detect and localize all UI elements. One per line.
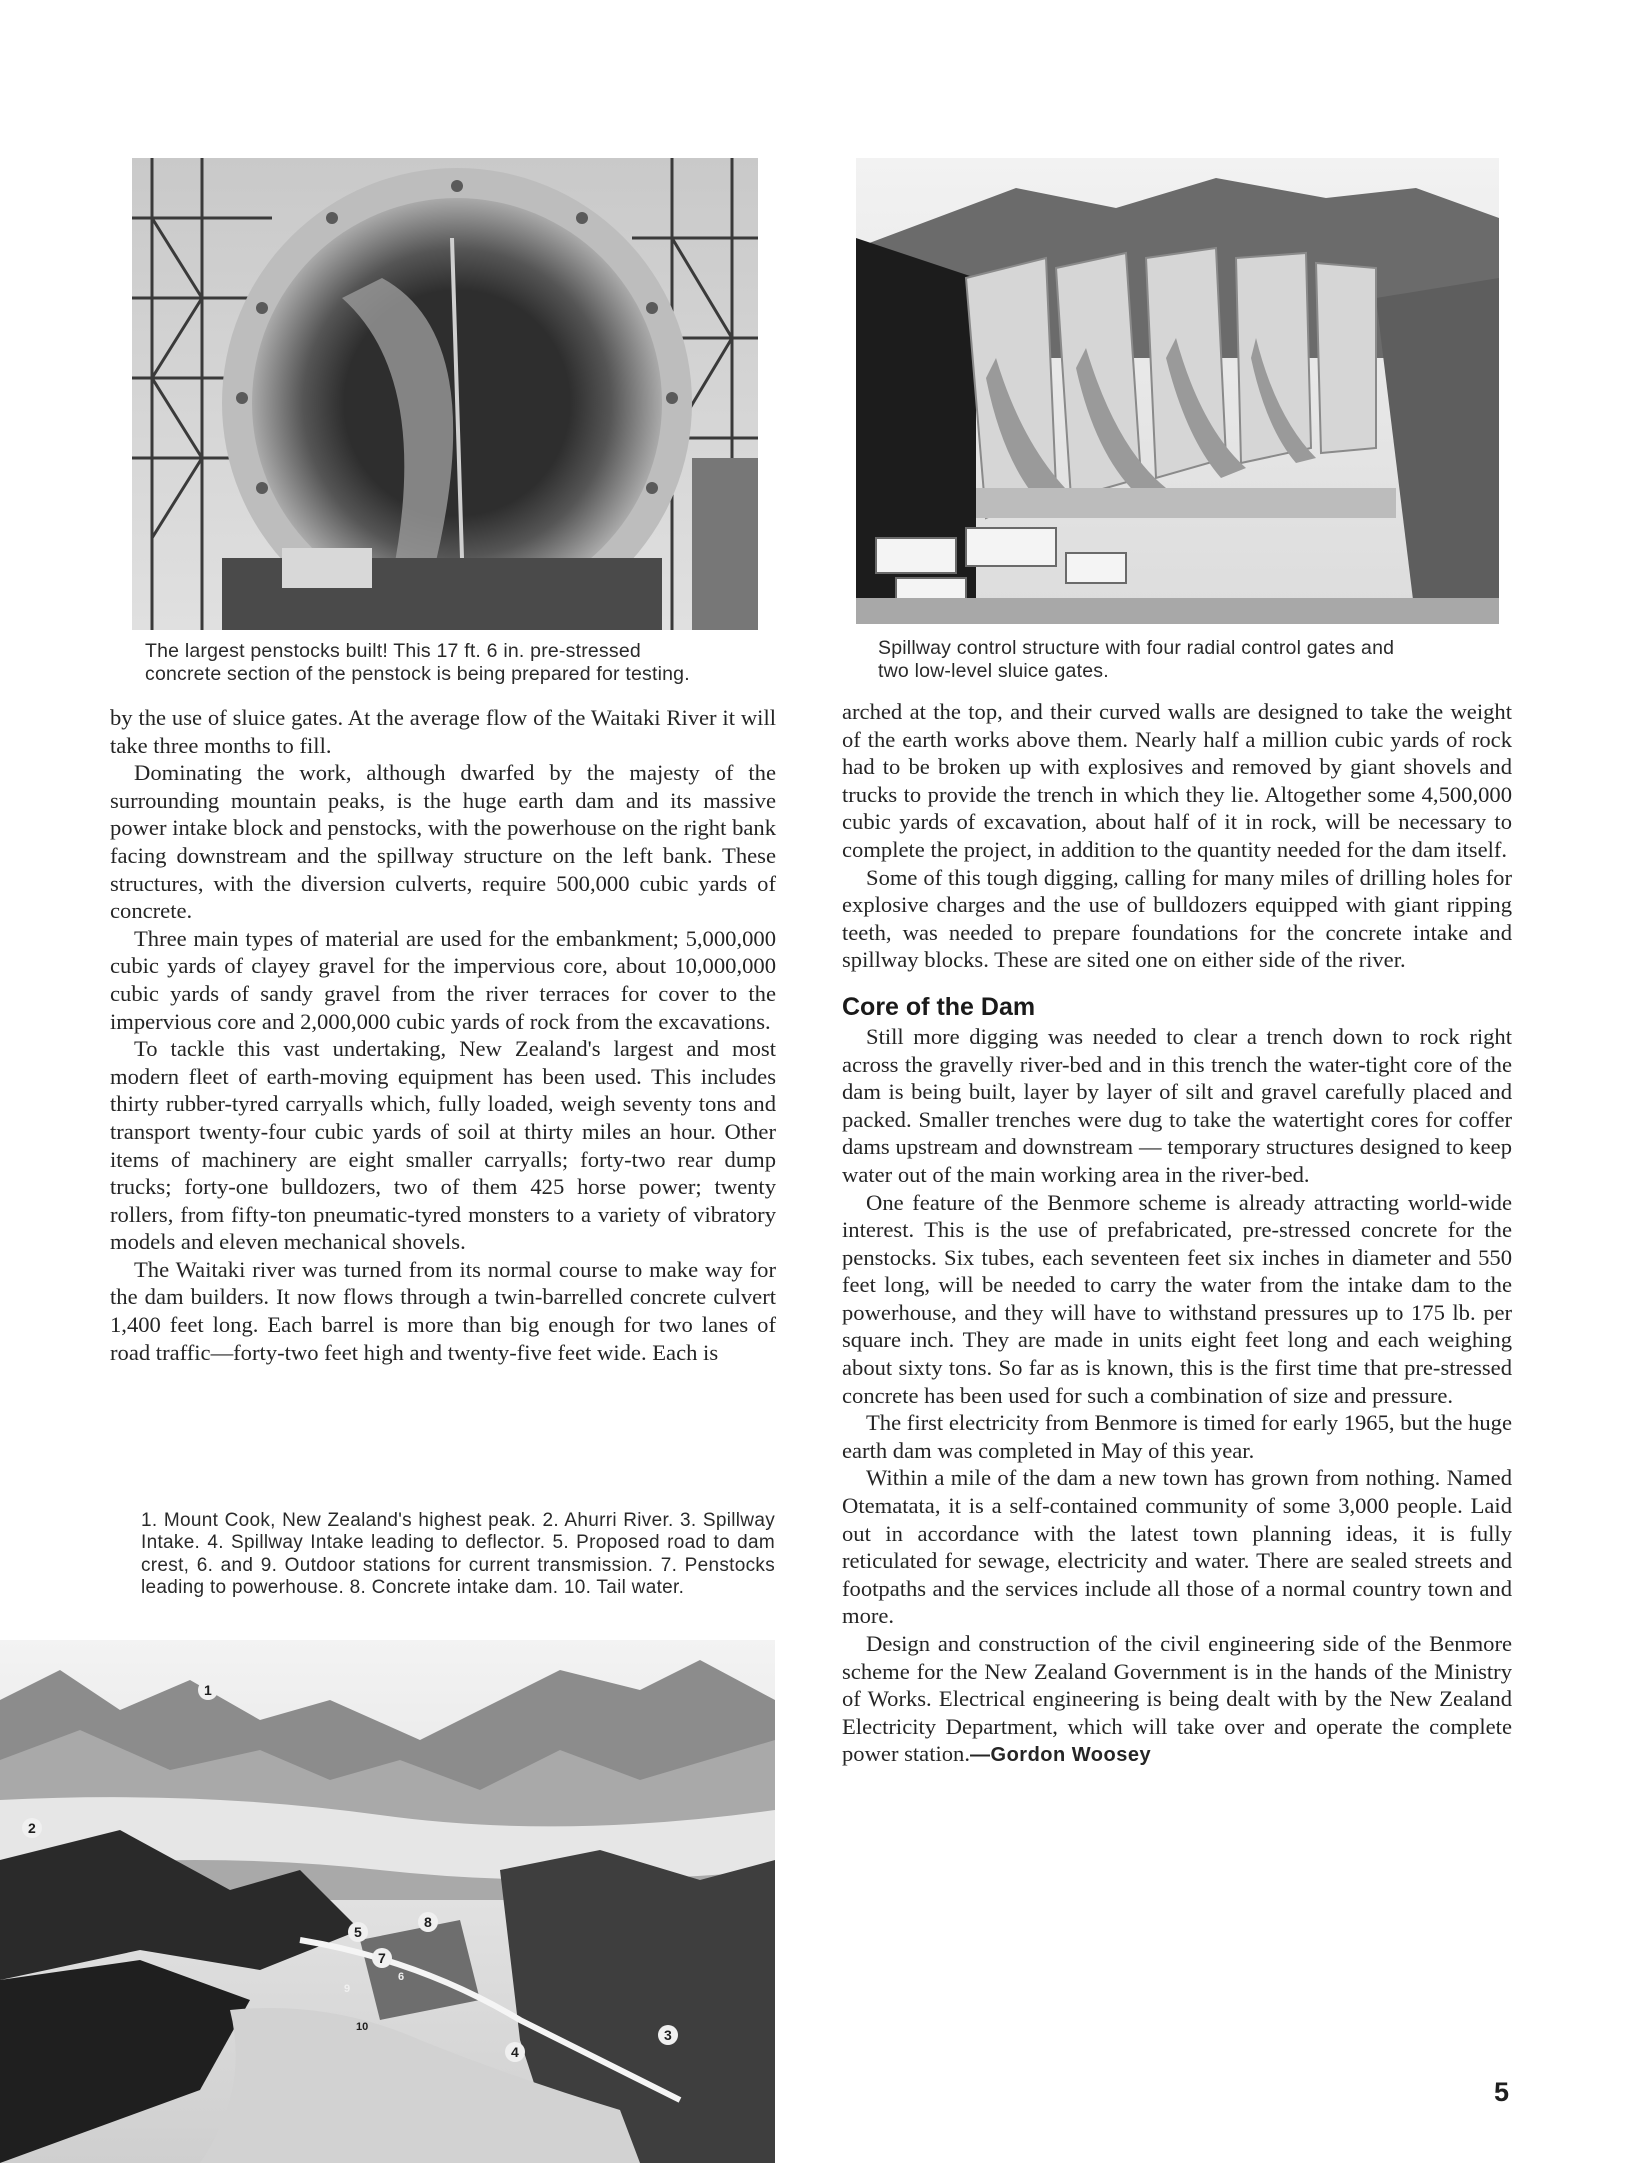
aerial-marker: 7 xyxy=(378,1950,386,1966)
body-paragraph: Dominating the work, although dwarfed by the majesty of the surrounding mountain peaks, is the huge earth dam and its massive power intake block and penstocks, with the powerhouse on the right bank facing downstream and the spillway structure on the left bank. These structures, with the diversion culverts, require 500,000 cubic yards of concrete. xyxy=(110,760,776,924)
map-legend-text: 1. Mount Cook, New Zealand's highest peak. 2. Ahurri River. 3. Spillway Intake. 4. Spillway Intake leading to deflector. 5. Proposed road to dam crest, 6. and 9. Outdoor stations for current transmission. 7. Penstocks leading to powerhouse. 8. Concrete intake dam. 10. Tail water. xyxy=(141,1510,775,1599)
caption-line: Spillway control structure with four radial control gates and xyxy=(878,637,1395,659)
body-paragraph: To tackle this vast undertaking, New Zealand's largest and most modern fleet of earth-moving equipment has been used. This includes thirty rubber-tyred carryalls which, fully loaded, weigh seventy tons and transport twenty-four cubic yards of soil at thirty miles an hour. Other items of machinery are eight smaller carryalls; forty-two rear dump trucks; forty-one bulldozers, two of them 425 horse power; twenty rollers, from fifty-ton pneumatic-tyred monsters to a variety of vibratory models and eleven mechanical shovels. xyxy=(110,1036,776,1255)
aerial-marker: 4 xyxy=(511,2044,519,2060)
aerial-marker: 10 xyxy=(356,2021,369,2033)
aerial-photo xyxy=(0,1640,775,2163)
body-paragraph: The Waitaki river was turned from its normal course to make way for the dam builders. It now flows through a twin-barrelled concrete culvert 1,400 feet long. Each barrel is more than big enough for two lanes of road traffic—forty-two feet high and twenty-five feet wide. Each is xyxy=(110,1256,776,1365)
aerial-photo-image xyxy=(0,1640,775,2163)
section-heading: Core of the Dam xyxy=(842,992,1036,1021)
body-paragraph: by the use of sluice gates. At the average flow of the Waitaki River it will take three months to fill. xyxy=(110,705,776,758)
body-paragraph: Three main types of material are used for the embankment; 5,000,000 cubic yards of clayey gravel for the impervious core, about 10,000,000 cubic yards of sandy gravel from the river terraces for cover to the impervious core and 2,000,000 cubic yards of rock from the excavations. xyxy=(110,925,776,1034)
caption-line: concrete section of the penstock is being prepared for testing. xyxy=(145,663,690,685)
body-paragraph: Some of this tough digging, calling for many miles of drilling holes for explosive charges and the use of bulldozers equipped with giant ripping teeth, was needed to prepare foundations for the concrete intake and spillway blocks. These are sited one on either side of the river. xyxy=(842,864,1512,973)
aerial-marker: 5 xyxy=(354,1924,362,1940)
caption-line: two low-level sluice gates. xyxy=(878,660,1109,682)
spillway-photo-image xyxy=(856,158,1499,624)
body-paragraph: One feature of the Benmore scheme is already attracting world-wide interest. This is the use of prefabricated, pre-stressed concrete for the penstocks. Six tubes, each seventeen feet six inches in diameter and 550 feet long, will be needed to carry the water from the intake dam to the powerhouse, and they will have to withstand pressures up to 175 lb. per square inch. They are made in units eight feet long and each weighing about sixty tons. So far as is known, this is the first time that pre-stressed concrete has been used for such a combination of size and pressure. xyxy=(842,1189,1512,1408)
aerial-marker: 3 xyxy=(664,2027,672,2043)
left-column xyxy=(110,704,776,1366)
aerial-marker: 6 xyxy=(398,1971,405,1983)
penstock-photo-image xyxy=(132,158,758,630)
right-column xyxy=(842,698,1512,1770)
map-legend xyxy=(141,1510,775,1600)
penstock-caption xyxy=(145,640,775,686)
body-paragraph xyxy=(842,1630,1512,1770)
aerial-marker: 1 xyxy=(204,1682,212,1698)
body-paragraph: The first electricity from Benmore is timed for early 1965, but the huge earth dam was completed in May of this year. xyxy=(842,1410,1512,1463)
spillway-caption xyxy=(878,637,1518,683)
page-number: 5 xyxy=(1494,2077,1510,2107)
author-signature: —Gordon Woosey xyxy=(970,1744,1152,1767)
caption-line: The largest penstocks built! This 17 ft. 6 in. pre-stressed xyxy=(145,640,641,662)
final-paragraph-text: Design and construction of the civil engineering side of the Benmore scheme for the New Zealand Government is in the hands of the Ministry of Works. Electrical engineering is being dealt with by the New Zealand Electricity Department, which will take over and operate the complete power station. xyxy=(842,1631,1512,1767)
aerial-marker: 2 xyxy=(28,1820,36,1836)
aerial-marker: 9 xyxy=(344,1983,351,1995)
spillway-photo xyxy=(856,158,1499,624)
penstock-photo xyxy=(132,158,758,630)
body-paragraph: Still more digging was needed to clear a trench down to rock right across the gravelly river-bed and in this trench the water-tight core of the dam is being built, layer by layer of silt and gravel carefully placed and packed. Smaller trenches were dug to take the watertight cores for coffer dams upstream and downstream — temporary structures designed to keep water out of the main working area in the river-bed. xyxy=(842,1023,1512,1187)
body-paragraph: Within a mile of the dam a new town has grown from nothing. Named Otematata, it is a self-contained community of some 3,000 people. Laid out in accordance with the latest town planning ideas, it is fully reticulated for sewage, electricity and water. There are sealed streets and footpaths and the services include all those of a normal country town and more. xyxy=(842,1465,1512,1629)
aerial-marker: 8 xyxy=(424,1914,432,1930)
body-paragraph: arched at the top, and their curved walls are designed to take the weight of the earth works above them. Nearly half a million cubic yards of rock had to be broken up with explosives and removed by giant shovels and trucks to provide the trench in which they lie. Altogether some 4,500,000 cubic yards of excavation, about half of it in rock, will be necessary to complete the project, in addition to the quantity needed for the dam itself. xyxy=(842,699,1512,862)
